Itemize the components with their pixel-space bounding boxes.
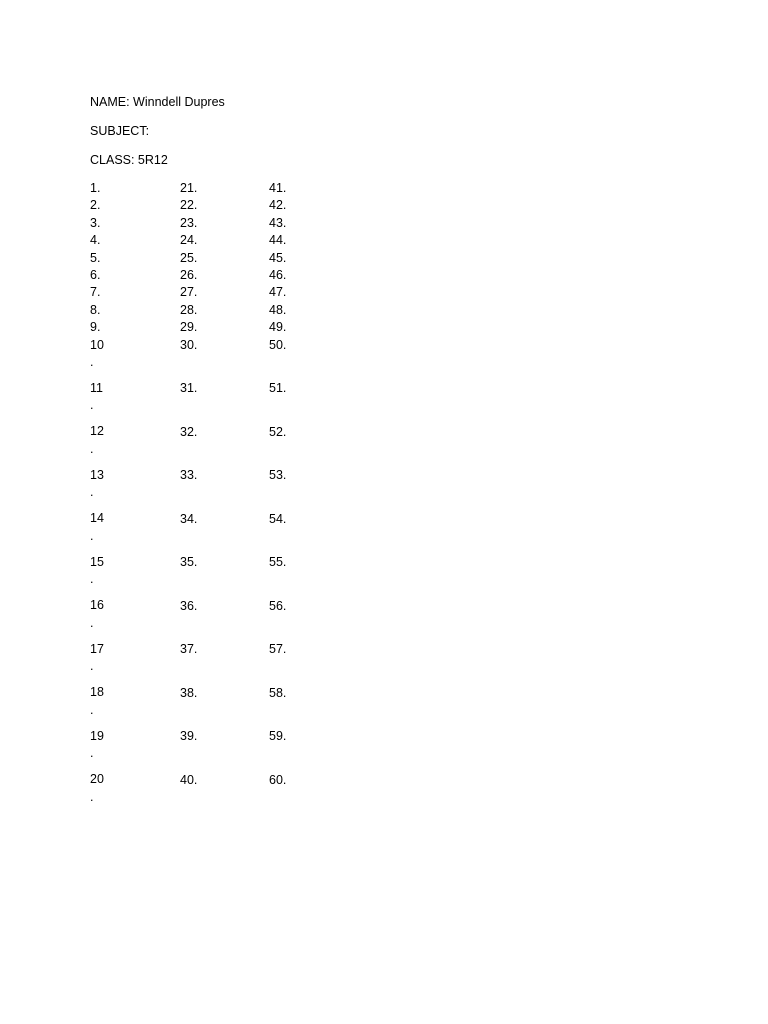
answer-number bbox=[269, 772, 286, 816]
answer-number bbox=[90, 197, 104, 214]
answer-number bbox=[90, 302, 104, 319]
answer-number-label: 9. bbox=[90, 320, 101, 335]
answer-number-label: 14 bbox=[90, 511, 104, 526]
answer-number bbox=[90, 380, 104, 397]
answer-number bbox=[90, 215, 104, 232]
answer-number-label: 3. bbox=[90, 215, 101, 230]
answer-number bbox=[269, 598, 286, 642]
answer-number-label: 48. bbox=[269, 302, 287, 317]
answer-number bbox=[180, 728, 197, 772]
answer-number-label: 7. bbox=[90, 285, 101, 300]
wrapped-period: . bbox=[90, 441, 94, 456]
answer-number bbox=[180, 215, 197, 232]
answer-number-label: 33. bbox=[180, 468, 198, 483]
answer-number bbox=[180, 685, 197, 729]
answer-column-1 bbox=[90, 180, 104, 815]
answer-number-label: 55. bbox=[269, 555, 287, 570]
answer-number-label: 46. bbox=[269, 267, 287, 282]
answer-number bbox=[90, 337, 104, 354]
answer-number-label: 29. bbox=[180, 320, 198, 335]
answer-number bbox=[269, 180, 286, 197]
class-line: CLASS: 5R12 bbox=[90, 153, 168, 167]
answer-number bbox=[180, 267, 197, 284]
answer-number-label: 49. bbox=[269, 320, 287, 335]
answer-number bbox=[180, 337, 197, 381]
answer-number-label: 15 bbox=[90, 554, 104, 569]
answer-number bbox=[180, 467, 197, 511]
answer-number-label: 13 bbox=[90, 467, 104, 482]
answer-number-label: 6. bbox=[90, 267, 101, 282]
answer-number-label: 22. bbox=[180, 198, 198, 213]
answer-number bbox=[269, 215, 286, 232]
answer-number bbox=[269, 685, 286, 729]
answer-number-label: 53. bbox=[269, 468, 287, 483]
answer-number bbox=[180, 250, 197, 267]
answer-number bbox=[90, 319, 104, 336]
answer-number bbox=[90, 771, 104, 788]
answer-number-label: 57. bbox=[269, 642, 287, 657]
wrapped-period: . bbox=[90, 354, 94, 369]
answer-number bbox=[90, 597, 104, 614]
wrapped-period: . bbox=[90, 659, 94, 674]
wrapped-period: . bbox=[90, 615, 94, 630]
answer-number bbox=[90, 684, 104, 701]
answer-number-label: 30. bbox=[180, 337, 198, 352]
answer-number-label: 25. bbox=[180, 250, 198, 265]
answer-number-label: 20 bbox=[90, 772, 104, 787]
answer-number bbox=[269, 467, 286, 511]
answer-number-label: 8. bbox=[90, 302, 101, 317]
answer-number-label: 21. bbox=[180, 181, 198, 195]
answer-number-label: 45. bbox=[269, 250, 287, 265]
name-line: NAME: Winndell Dupres bbox=[90, 95, 225, 109]
answer-number bbox=[90, 250, 104, 267]
answer-number-label: 18 bbox=[90, 685, 104, 700]
answer-number bbox=[90, 232, 104, 249]
answer-number-label: 36. bbox=[180, 598, 198, 613]
answer-number-label: 27. bbox=[180, 285, 198, 300]
answer-number bbox=[180, 302, 197, 319]
answer-number-label: 32. bbox=[180, 424, 198, 439]
answer-number bbox=[90, 554, 104, 571]
answer-number bbox=[269, 554, 286, 598]
answer-number bbox=[90, 467, 104, 484]
answer-number-label: 2. bbox=[90, 198, 101, 213]
answer-number bbox=[180, 380, 197, 424]
answer-number bbox=[90, 641, 104, 658]
answer-number-label: 43. bbox=[269, 215, 287, 230]
answer-number bbox=[180, 232, 197, 249]
answer-number bbox=[269, 380, 286, 424]
answer-number-label: 12 bbox=[90, 424, 104, 439]
answer-number-label: 35. bbox=[180, 555, 198, 570]
answer-number-label: 59. bbox=[269, 729, 287, 744]
answer-number bbox=[269, 511, 286, 555]
answer-number bbox=[269, 250, 286, 267]
answer-number bbox=[180, 598, 197, 642]
answer-number bbox=[269, 728, 286, 772]
wrapped-period: . bbox=[90, 746, 94, 761]
answer-number bbox=[269, 337, 286, 381]
answer-number bbox=[180, 284, 197, 301]
answer-number-label: 16 bbox=[90, 598, 104, 613]
answer-number bbox=[269, 267, 286, 284]
answer-number-label: 50. bbox=[269, 337, 287, 352]
answer-number-label: 44. bbox=[269, 233, 287, 248]
answer-number-label: 41. bbox=[269, 181, 287, 195]
answer-number bbox=[269, 641, 286, 685]
answer-number-label: 10 bbox=[90, 337, 104, 352]
answer-number bbox=[90, 267, 104, 284]
answer-number-label: 28. bbox=[180, 302, 198, 317]
answer-number bbox=[269, 284, 286, 301]
answer-number bbox=[180, 554, 197, 598]
answer-number-label: 40. bbox=[180, 772, 198, 787]
answer-number-label: 39. bbox=[180, 729, 198, 744]
answer-number-label: 34. bbox=[180, 511, 198, 526]
answer-number-label: 4. bbox=[90, 233, 101, 248]
wrapped-period: . bbox=[90, 572, 94, 587]
answer-number-label: 26. bbox=[180, 267, 198, 282]
answer-number-label: 19 bbox=[90, 728, 104, 743]
answer-number-label: 58. bbox=[269, 685, 287, 700]
answer-number bbox=[90, 728, 104, 745]
answer-number-label: 38. bbox=[180, 685, 198, 700]
answer-number-label: 5. bbox=[90, 250, 101, 265]
answer-number-label: 60. bbox=[269, 772, 287, 787]
answer-number bbox=[90, 423, 104, 440]
subject-line: SUBJECT: bbox=[90, 124, 150, 138]
answer-number-label: 17 bbox=[90, 641, 104, 656]
answer-number-label: 42. bbox=[269, 198, 287, 213]
answer-number-label: 56. bbox=[269, 598, 287, 613]
answer-number-label: 54. bbox=[269, 511, 287, 526]
wrapped-period: . bbox=[90, 485, 94, 500]
answer-number-label: 51. bbox=[269, 381, 287, 396]
answer-number-label: 1. bbox=[90, 181, 101, 195]
answer-number bbox=[180, 511, 197, 555]
answer-number bbox=[180, 197, 197, 214]
answer-number bbox=[90, 180, 104, 197]
answer-number-label: 47. bbox=[269, 285, 287, 300]
answer-number bbox=[180, 180, 197, 197]
answer-number-label: 23. bbox=[180, 215, 198, 230]
wrapped-period: . bbox=[90, 702, 94, 717]
answer-number-label: 52. bbox=[269, 424, 287, 439]
answer-column-3 bbox=[269, 180, 286, 815]
wrapped-period: . bbox=[90, 528, 94, 543]
answer-number bbox=[180, 424, 197, 468]
answer-number bbox=[90, 284, 104, 301]
answer-number bbox=[90, 510, 104, 527]
answer-number bbox=[180, 772, 197, 816]
answer-number bbox=[269, 424, 286, 468]
answer-number-label: 24. bbox=[180, 233, 198, 248]
answer-number-label: 31. bbox=[180, 381, 198, 396]
wrapped-period: . bbox=[90, 789, 94, 804]
answer-column-2 bbox=[180, 180, 197, 815]
answer-number bbox=[269, 302, 286, 319]
answer-number bbox=[180, 641, 197, 685]
answer-number-label: 37. bbox=[180, 642, 198, 657]
answer-number bbox=[269, 319, 286, 336]
answer-number-label: 11 bbox=[90, 381, 103, 395]
answer-number bbox=[180, 319, 197, 336]
answer-number bbox=[269, 197, 286, 214]
answer-number bbox=[269, 232, 286, 249]
wrapped-period: . bbox=[90, 398, 94, 413]
